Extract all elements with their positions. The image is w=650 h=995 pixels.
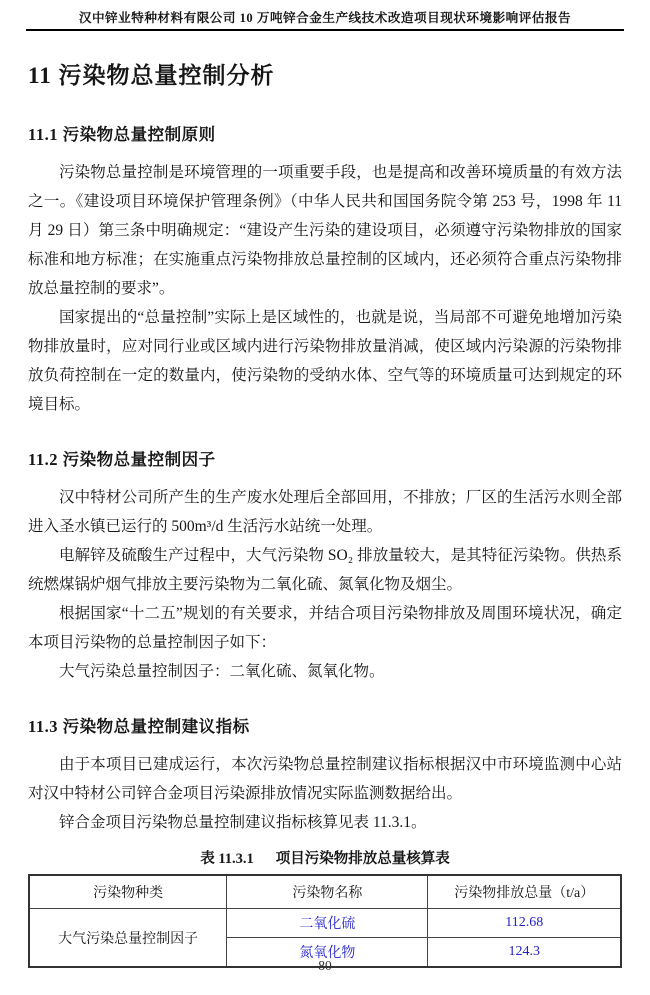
paragraph: 污染物总量控制是环境管理的一项重要手段，也是提高和改善环境质量的有效方法之一。《建设项目环境保护管理条例》（中华人民共和国国务院令第 253 号，1998 年 11 月 29 日）第三条中明确规定：“建设产生污染的建设项目，必须遵守污染物排放的国家标准和地方标准；在实施重点污染物排放总量控制的区域内，还必须符合重点污染物排放总量控制的要求”。 <box>28 164 622 297</box>
document-body <box>28 57 622 968</box>
emission-total-table <box>28 874 622 968</box>
paragraph: 国家提出的“总量控制”实际上是区域性的，也就是说，当局部不可避免地增加污染物排放量时，应对同行业或区域内进行污染物排放量消减，使区域内污染源的污染物排放负荷控制在一定的数量内，使污染物的受纳水体、空气等的环境质量可达到规定的环境目标。 <box>28 309 622 413</box>
table-caption-number: 表 11.3.1 <box>200 851 254 867</box>
chapter-title: 11 污染物总量控制分析 <box>28 63 275 88</box>
page-number: 80 <box>318 958 332 973</box>
paragraph: 大气污染总量控制因子：二氧化硫、氮氧化物。 <box>59 663 385 680</box>
paragraph: 由于本项目已建成运行，本次污染物总量控制建议指标根据汉中市环境监测中心站对汉中特材公司锌合金项目污染源排放情况实际监测数据给出。 <box>28 756 622 802</box>
table-header-row <box>29 875 621 909</box>
pollutant-value-cell: 124.3 <box>428 938 621 968</box>
col-header-pollutant-name: 污染物名称 <box>227 875 428 909</box>
running-header: 汉中锌业特种材料有限公司 10 万吨锌合金生产线技术改造项目现状环境影响评估报告 <box>26 0 624 31</box>
col-header-pollutant-type: 污染物种类 <box>29 875 227 909</box>
col-header-emission-total: 污染物排放总量（t/a） <box>428 875 621 909</box>
section-heading-11-1: 11.1 污染物总量控制原则 <box>28 125 216 144</box>
section-heading-11-2: 11.2 污染物总量控制因子 <box>28 450 216 469</box>
paragraph: 汉中特材公司所产生的生产废水处理后全部回用，不排放；厂区的生活污水则全部进入圣水镇已运行的 500m³/d 生活污水站统一处理。 <box>28 489 622 535</box>
table-row <box>29 909 621 938</box>
pollutant-value-cell: 112.68 <box>428 909 621 938</box>
paragraph: 锌合金项目污染物总量控制建议指标核算见表 11.3.1。 <box>59 814 427 831</box>
paragraph: 根据国家“十二五”规划的有关要求，并结合项目污染物排放及周围环境状况，确定本项目污染物的总量控制因子如下： <box>28 605 622 651</box>
table-caption-title: 项目污染物排放总量核算表 <box>275 851 450 867</box>
paragraph: 电解锌及硫酸生产过程中，大气污染物 SO₂ 排放量较大，是其特征污染物。供热系统燃煤锅炉烟气排放主要污染物为二氧化硫、氮氧化物及烟尘。 <box>28 547 622 593</box>
pollutant-name-cell: 二氧化硫 <box>227 909 428 938</box>
table-caption <box>28 847 622 868</box>
pollutant-name-cell: 氮氧化物 <box>227 938 428 968</box>
category-cell: 大气污染总量控制因子 <box>29 909 227 968</box>
section-heading-11-3: 11.3 污染物总量控制建议指标 <box>28 717 250 736</box>
